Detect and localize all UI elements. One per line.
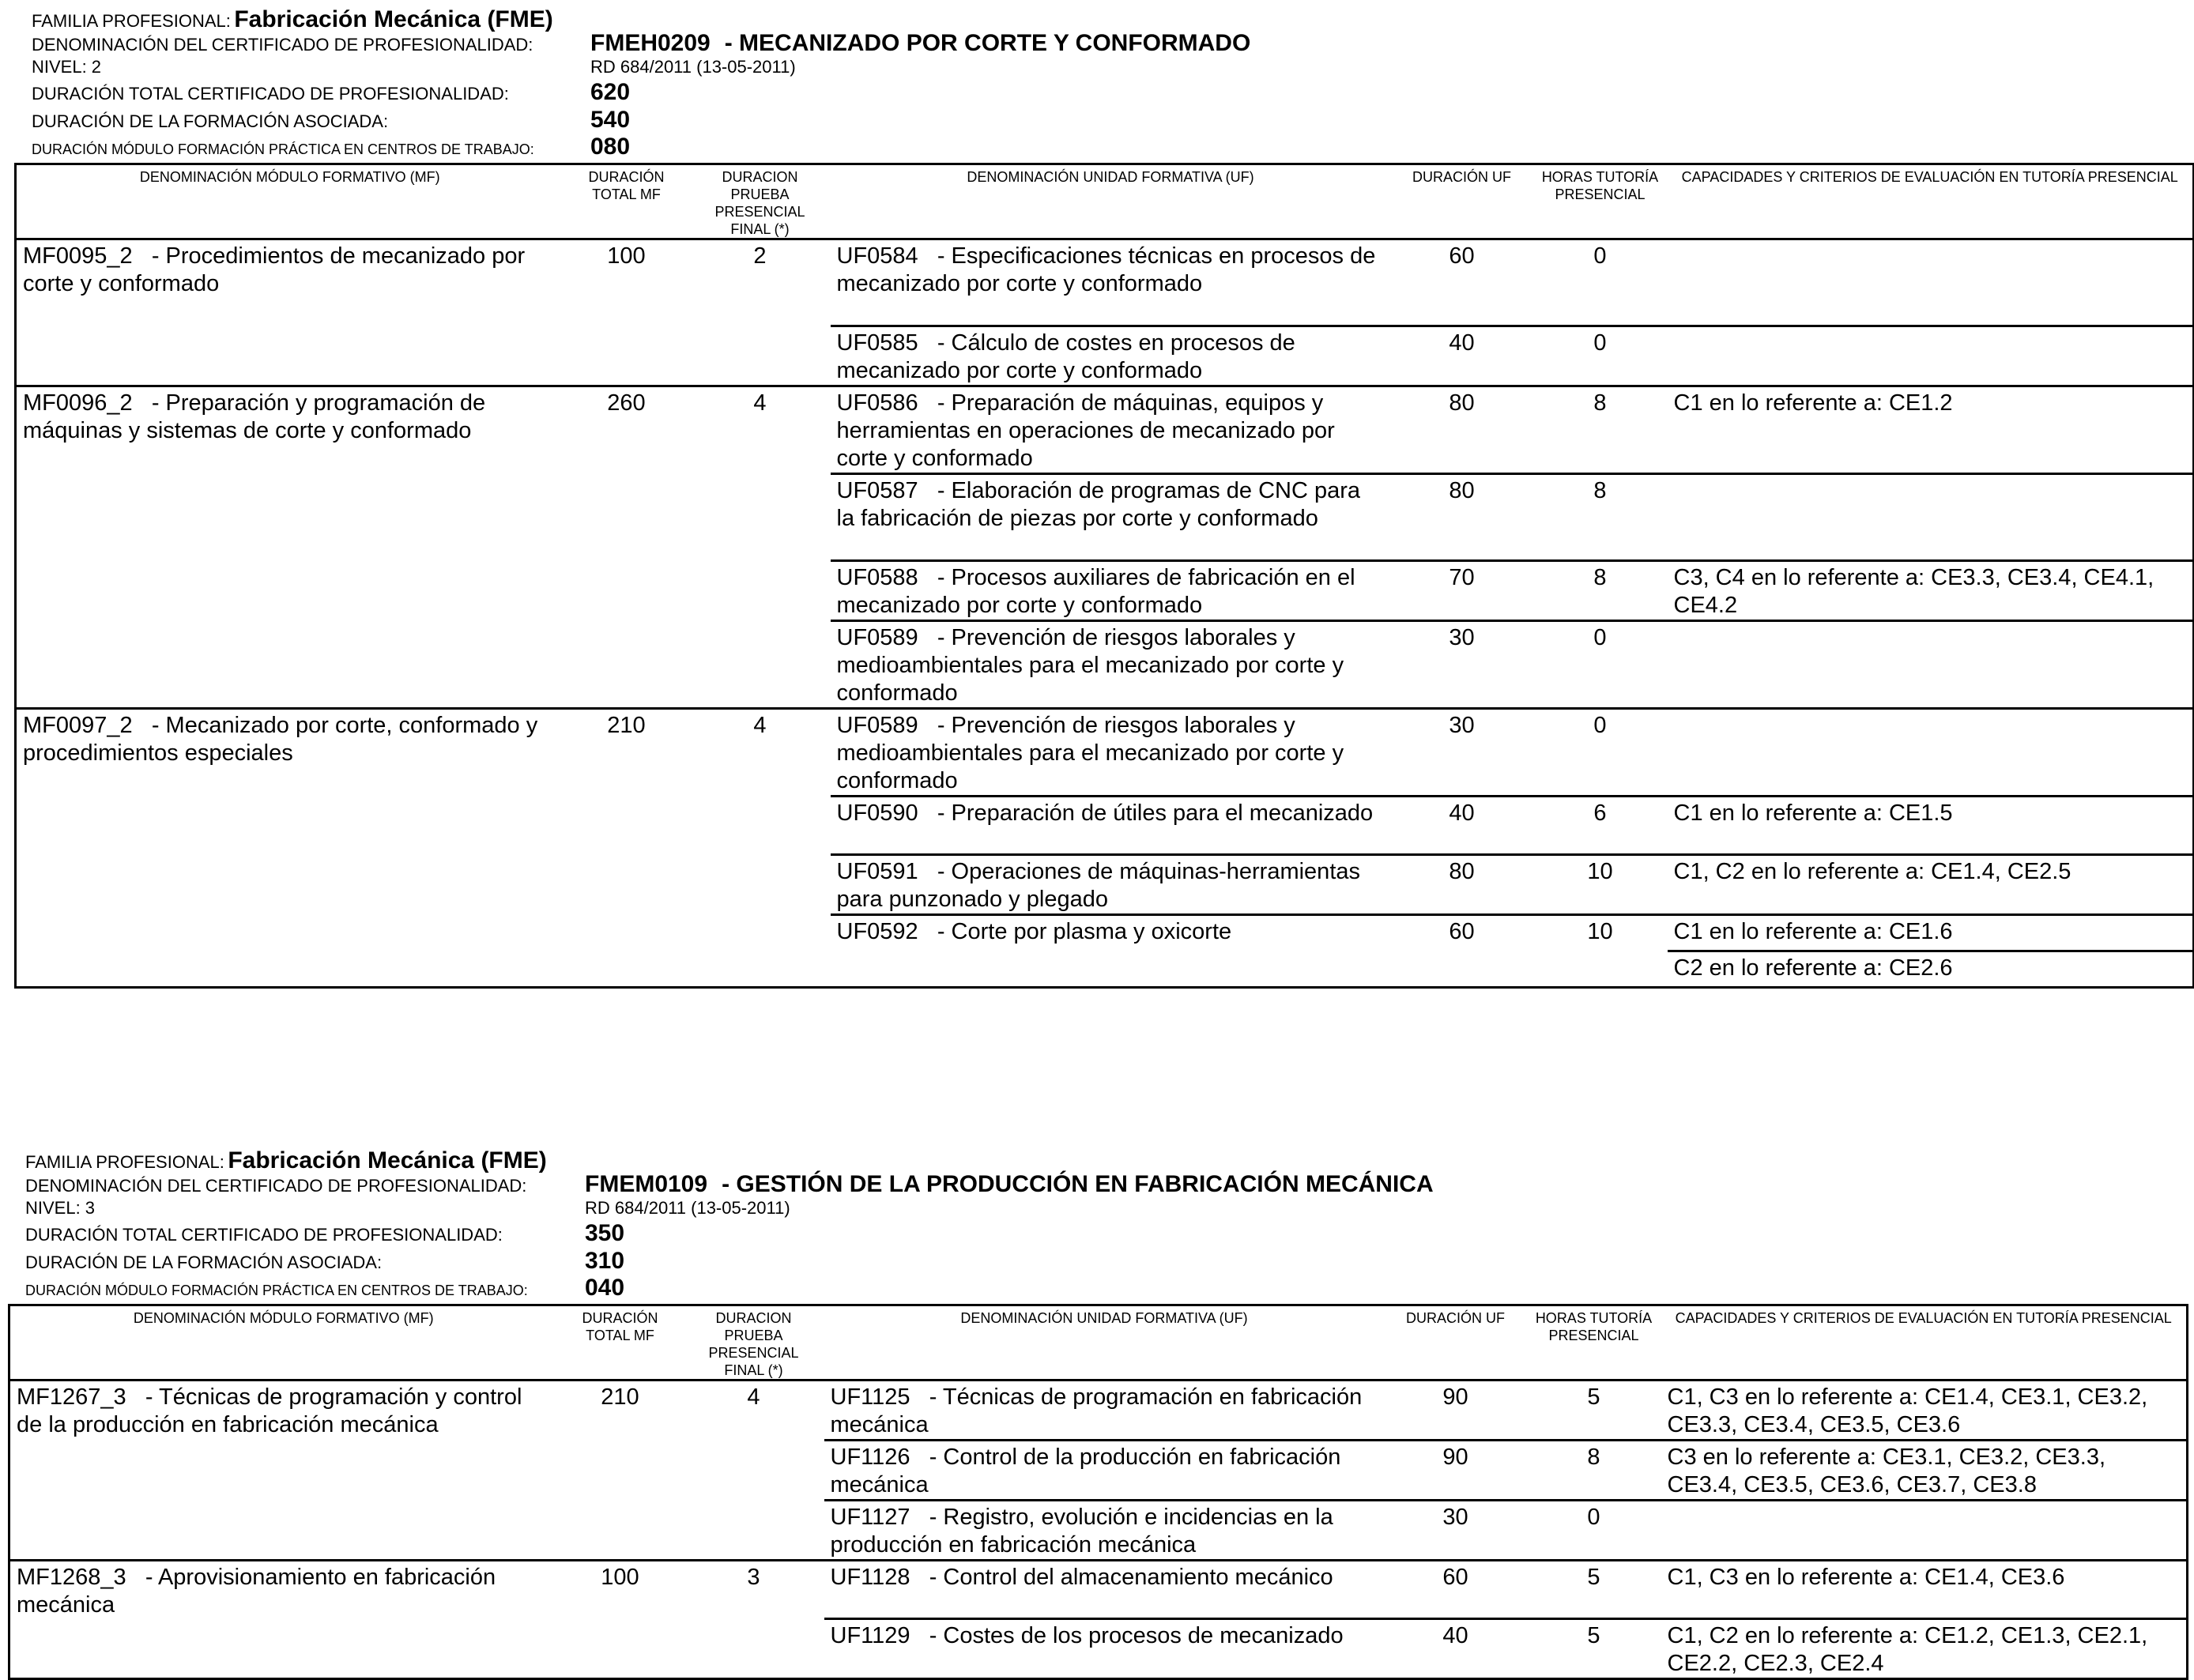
unit-horas: 5 [1527,1561,1661,1619]
module-cell [16,386,564,709]
unit-duration: 30 [1391,621,1533,709]
module-duration: 260 [564,386,690,709]
module-prueba: 4 [690,386,831,709]
unit-name: - Preparación de útiles para el mecanizado [937,800,1374,826]
unit-cap: C1 en lo referente a: CE1.2 [1668,386,2194,474]
unit-cell [831,474,1391,561]
unit-name: - Control de la producción en fabricación mecánica [830,1445,1341,1497]
denominacion-label: DENOMINACIÓN DEL CERTIFICADO DE PROFESIONALIDAD: [25,1176,527,1196]
unit-horas: 8 [1533,474,1668,561]
dur-total-label: DURACIÓN TOTAL CERTIFICADO DE PROFESIONALIDAD: [32,84,509,104]
unit-cap: C3 en lo referente a: CE3.1, CE3.2, CE3.3, CE3.4, CE3.5, CE3.6, CE3.7, CE3.8 [1661,1441,2188,1501]
unit-duration: 40 [1391,326,1533,386]
unit-name: - Cálculo de costes en procesos de mecanizado por corte y conformado [836,330,1295,383]
unit-duration: 80 [1391,855,1533,915]
unit-cell [831,915,1391,988]
module-code: MF0096_2 [23,390,133,416]
unit-horas: 8 [1533,386,1668,474]
unit-duration: 90 [1385,1441,1527,1501]
familia-label: FAMILIA PROFESIONAL: [32,11,231,31]
cert-code: FMEM0109 [585,1171,708,1197]
module-code: MF0095_2 [23,243,133,269]
cert-code: FMEH0209 [590,30,711,56]
unit-cap: C1, C3 en lo referente a: CE1.4, CE3.6 [1661,1561,2188,1619]
module-name: - Procedimientos de mecanizado por corte y conformado [23,243,526,296]
familia-label: FAMILIA PROFESIONAL: [25,1152,224,1172]
header-cap: CAPACIDADES Y CRITERIOS DE EVALUACIÓN EN TUTORÍA PRESENCIAL [1661,1305,2188,1381]
unit-cell [824,1441,1385,1501]
unit-code: UF0586 [836,390,918,416]
unit-name: - Prevención de riesgos laborales y medioambientales para el mecanizado por corte y conformado [836,625,1344,706]
unit-name: - Preparación de máquinas, equipos y herramientas en operaciones de mecanizado por corte y conformado [836,390,1335,471]
unit-duration: 30 [1391,709,1533,797]
unit-cell [831,239,1391,326]
rd-label: RD 684/2011 (13-05-2011) [585,1198,790,1218]
unit-cap-extra: C2 en lo referente a: CE2.6 [1668,951,2194,988]
unit-duration: 90 [1442,1384,1468,1410]
module-duration: 210 [601,1384,639,1410]
module-name: - Preparación y programación de máquinas y sistemas de corte y conformado [23,390,486,443]
unit-cap: C1, C2 en lo referente a: CE1.4, CE2.5 [1668,855,2194,915]
unit-horas: 0 [1533,709,1668,797]
unit-name: - Costes de los procesos de mecanizado [929,1623,1344,1648]
unit-horas: 6 [1533,797,1668,855]
unit-cell [831,561,1391,621]
unit-cap [1668,709,2194,797]
unit-code: UF0589 [836,625,918,650]
unit-duration: 70 [1391,561,1533,621]
module-prueba: 4 [747,1384,760,1410]
unit-code: UF0589 [836,713,918,738]
unit-cell [831,855,1391,915]
cert-name: - GESTIÓN DE LA PRODUCCIÓN EN FABRICACIÓN MECÁNICA [722,1171,1434,1197]
dur-prac-label: DURACIÓN MÓDULO FORMACIÓN PRÁCTICA EN CENTROS DE TRABAJO: [32,141,534,157]
cert-title [585,1173,1434,1196]
unit-name: - Registro, evolución e incidencias en la producción en fabricación mecánica [830,1505,1333,1558]
unit-duration: 60 [1391,915,1533,988]
module-prueba: 3 [684,1561,824,1679]
unit-cell [831,709,1391,797]
nivel-label: NIVEL: 2 [32,57,102,77]
unit-horas: 5 [1527,1619,1661,1679]
dur-prac-label: DURACIÓN MÓDULO FORMACIÓN PRÁCTICA EN CENTROS DE TRABAJO: [25,1283,528,1298]
familia-value: Fabricación Mecánica (FME) [234,6,553,32]
unit-horas: 0 [1527,1501,1661,1561]
header-dur-uf: DURACIÓN UF [1391,164,1533,239]
unit-duration: 80 [1391,474,1533,561]
module-code: MF1267_3 [17,1384,126,1410]
unit-name: - Corte por plasma y oxicorte [937,919,1232,944]
module-name: - Técnicas de programación y control de la producción en fabricación mecánica [17,1384,522,1437]
table-header-row [16,164,2194,239]
unit-cap: C1, C3 en lo referente a: CE1.4, CE3.1, CE3.2, CE3.3, CE3.4, CE3.5, CE3.6 [1667,1384,2148,1437]
modules-table [14,163,2194,989]
header-uf: DENOMINACIÓN UNIDAD FORMATIVA (UF) [824,1305,1385,1381]
unit-cap: C3, C4 en lo referente a: CE3.3, CE3.4, CE4.1, CE4.2 [1668,561,2194,621]
table-row [16,239,2194,326]
module-cell [16,709,564,988]
unit-cap [1668,239,2194,326]
table-row [9,1561,2188,1619]
unit-code: UF0587 [836,478,918,503]
header-cap: CAPACIDADES Y CRITERIOS DE EVALUACIÓN EN TUTORÍA PRESENCIAL [1668,164,2194,239]
table-row [16,709,2194,797]
unit-horas: 0 [1533,326,1668,386]
module-code: MF1268_3 [17,1565,126,1590]
unit-cap: C1 en lo referente a: CE1.5 [1668,797,2194,855]
unit-duration: 40 [1391,797,1533,855]
module-code: MF0097_2 [23,713,133,738]
header-prueba: DURACION PRUEBA PRESENCIAL FINAL (*) [684,1305,824,1381]
header-dur-uf: DURACIÓN UF [1385,1305,1527,1381]
unit-name: - Técnicas de programación en fabricación mecánica [830,1384,1363,1437]
header-prueba: DURACION PRUEBA PRESENCIAL FINAL (*) [690,164,831,239]
dur-prac-value: 080 [590,134,631,160]
module-cell [16,239,564,386]
rd-label: RD 684/2011 (13-05-2011) [590,57,796,77]
unit-cap: C1 en lo referente a: CE1.6 [1668,915,2194,951]
unit-duration: 60 [1385,1561,1527,1619]
table-row [9,1381,2188,1441]
unit-cap [1661,1501,2188,1561]
header-uf: DENOMINACIÓN UNIDAD FORMATIVA (UF) [831,164,1391,239]
module-prueba: 4 [690,709,831,988]
familia-line [32,8,553,32]
unit-name: - Especificaciones técnicas en procesos de mecanizado por corte y conformado [836,243,1376,296]
unit-duration: 60 [1449,243,1475,269]
unit-code: UF0590 [836,800,918,826]
dur-total-value: 620 [590,79,631,105]
unit-horas: 10 [1533,915,1668,988]
unit-code: UF1129 [830,1623,910,1648]
nivel-label: NIVEL: 3 [25,1198,96,1218]
unit-cell [831,621,1391,709]
module-cell [9,1381,557,1561]
unit-horas: 8 [1533,561,1668,621]
familia-value: Fabricación Mecánica (FME) [228,1147,547,1173]
unit-horas: 10 [1533,855,1668,915]
dur-prac-value: 040 [585,1275,625,1301]
module-duration: 210 [564,709,690,988]
unit-name: - Control del almacenamiento mecánico [929,1565,1333,1590]
unit-cell [824,1381,1385,1441]
unit-code: UF0588 [836,565,918,590]
unit-horas: 5 [1587,1384,1600,1410]
module-prueba: 2 [753,243,767,269]
module-cell [9,1561,557,1679]
module-duration: 100 [607,243,646,269]
table-header-row [9,1305,2188,1381]
dur-form-label: DURACIÓN DE LA FORMACIÓN ASOCIADA: [32,111,389,131]
unit-horas: 0 [1593,243,1607,269]
unit-name: - Operaciones de máquinas-herramientas para punzonado y plegado [836,859,1360,912]
unit-cap [1668,326,2194,386]
header-horas: HORAS TUTORÍA PRESENCIAL [1533,164,1668,239]
cert-name: - MECANIZADO POR CORTE Y CONFORMADO [724,30,1251,56]
header-mf: DENOMINACIÓN MÓDULO FORMATIVO (MF) [16,164,564,239]
header-dur-mf: DURACIÓN TOTAL MF [564,164,690,239]
unit-code: UF0584 [836,243,918,269]
unit-code: UF1125 [830,1384,910,1410]
unit-code: UF0585 [836,330,918,356]
unit-cell [831,797,1391,855]
unit-cell [824,1501,1385,1561]
module-name: - Mecanizado por corte, conformado y procedimientos especiales [23,713,538,766]
table-row [16,386,2194,474]
dur-form-label: DURACIÓN DE LA FORMACIÓN ASOCIADA: [25,1252,383,1272]
denominacion-label: DENOMINACIÓN DEL CERTIFICADO DE PROFESIONALIDAD: [32,35,533,55]
unit-name: - Procesos auxiliares de fabricación en el mecanizado por corte y conformado [836,565,1355,618]
unit-cell [831,386,1391,474]
unit-duration: 30 [1385,1501,1527,1561]
unit-code: UF0592 [836,919,918,944]
unit-cap [1668,621,2194,709]
unit-cell [831,326,1391,386]
unit-code: UF1126 [830,1445,910,1470]
header-horas: HORAS TUTORÍA PRESENCIAL [1527,1305,1661,1381]
header-mf: DENOMINACIÓN MÓDULO FORMATIVO (MF) [9,1305,557,1381]
unit-cap: C1, C2 en lo referente a: CE1.2, CE1.3, CE2.1, CE2.2, CE2.3, CE2.4 [1661,1619,2188,1679]
dur-total-value: 350 [585,1220,625,1246]
header-dur-mf: DURACIÓN TOTAL MF [557,1305,684,1381]
dur-total-label: DURACIÓN TOTAL CERTIFICADO DE PROFESIONALIDAD: [25,1225,503,1245]
module-duration: 100 [557,1561,684,1679]
modules-table [8,1304,2188,1680]
unit-code: UF1127 [830,1505,910,1530]
module-name: - Aprovisionamiento en fabricación mecánica [17,1565,496,1618]
unit-name: - Prevención de riesgos laborales y medioambientales para el mecanizado por corte y conformado [836,713,1344,793]
unit-duration: 40 [1385,1619,1527,1679]
unit-cap [1668,474,2194,561]
unit-horas: 8 [1527,1441,1661,1501]
unit-duration: 80 [1391,386,1533,474]
unit-name: - Elaboración de programas de CNC para la fabricación de piezas por corte y conformado [836,478,1360,531]
unit-code: UF0591 [836,859,918,884]
unit-cell [824,1561,1385,1619]
unit-cell [824,1619,1385,1679]
unit-horas: 0 [1533,621,1668,709]
dur-form-value: 540 [590,107,631,133]
unit-code: UF1128 [830,1565,910,1590]
dur-form-value: 310 [585,1248,625,1274]
familia-line [25,1149,547,1173]
cert-title [590,32,1250,55]
